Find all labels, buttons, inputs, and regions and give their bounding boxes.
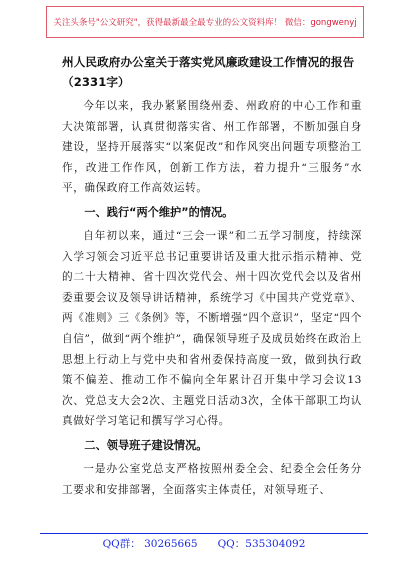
- footer-qq-group: QQ群： 30265665: [102, 537, 198, 550]
- section2-paragraph: 一是办公室党总支严格按照州委全会、纪委全会任务分工要求和安排部署，全面落实主体责任，对领导班子、: [62, 462, 362, 496]
- banner-text: 关注头条号"公文研究"，获得最新最全最专业的公文资料库！ 微信：gongwenyj: [53, 18, 357, 28]
- document-title: 州人民政府办公室关于落实党风廉政建设工作情况的报告: [62, 55, 355, 69]
- section1-paragraph: 自年初以来，通过“三会一课”和二五学习制度，持续深入学习领会习近平总书记重要讲话及重大批示指示精神、党的二十大精神、省十四次党代会、州十四次党代会以及省州委重要会议及领导讲话精神，系统学习《中国共产党党章》、两《准则》三《条例》等，不断增强“四个意识”，坚定“四个自信”，做到“两个维护”，确保领导班子及成员始终在政治上思想上行动上与党中央和省州委保持高度一致，做到执行政策不偏差、推动工作不偏向全年累计召开集中学习会议13次、党总支大会2次、主题党日活动3次，全体干部职工均认真做好学习笔记和撰写学习心得。: [62, 229, 362, 428]
- document-word-count: （2331字）: [62, 75, 130, 89]
- intro-paragraph: 今年以来，我办紧紧围绕州委、州政府的中心工作和重大决策部署，认真贯彻落实省、州工作部署，不断加强自身建设，坚持开展落实“以案促改”和作风突出问题专项整治工作，改进工作作风，创新工作方法，着力提升“三服务”水平，确保政府工作高效运转。: [62, 100, 362, 195]
- footer: [40, 534, 368, 552]
- section2-heading: 二、领导班子建设情况。: [84, 438, 208, 452]
- section1-heading: 一、践行“两个维护”的情况。: [84, 205, 234, 219]
- document-body: [62, 52, 362, 500]
- footer-qq: QQ：535304092: [217, 537, 306, 550]
- header-banner: [46, 6, 364, 38]
